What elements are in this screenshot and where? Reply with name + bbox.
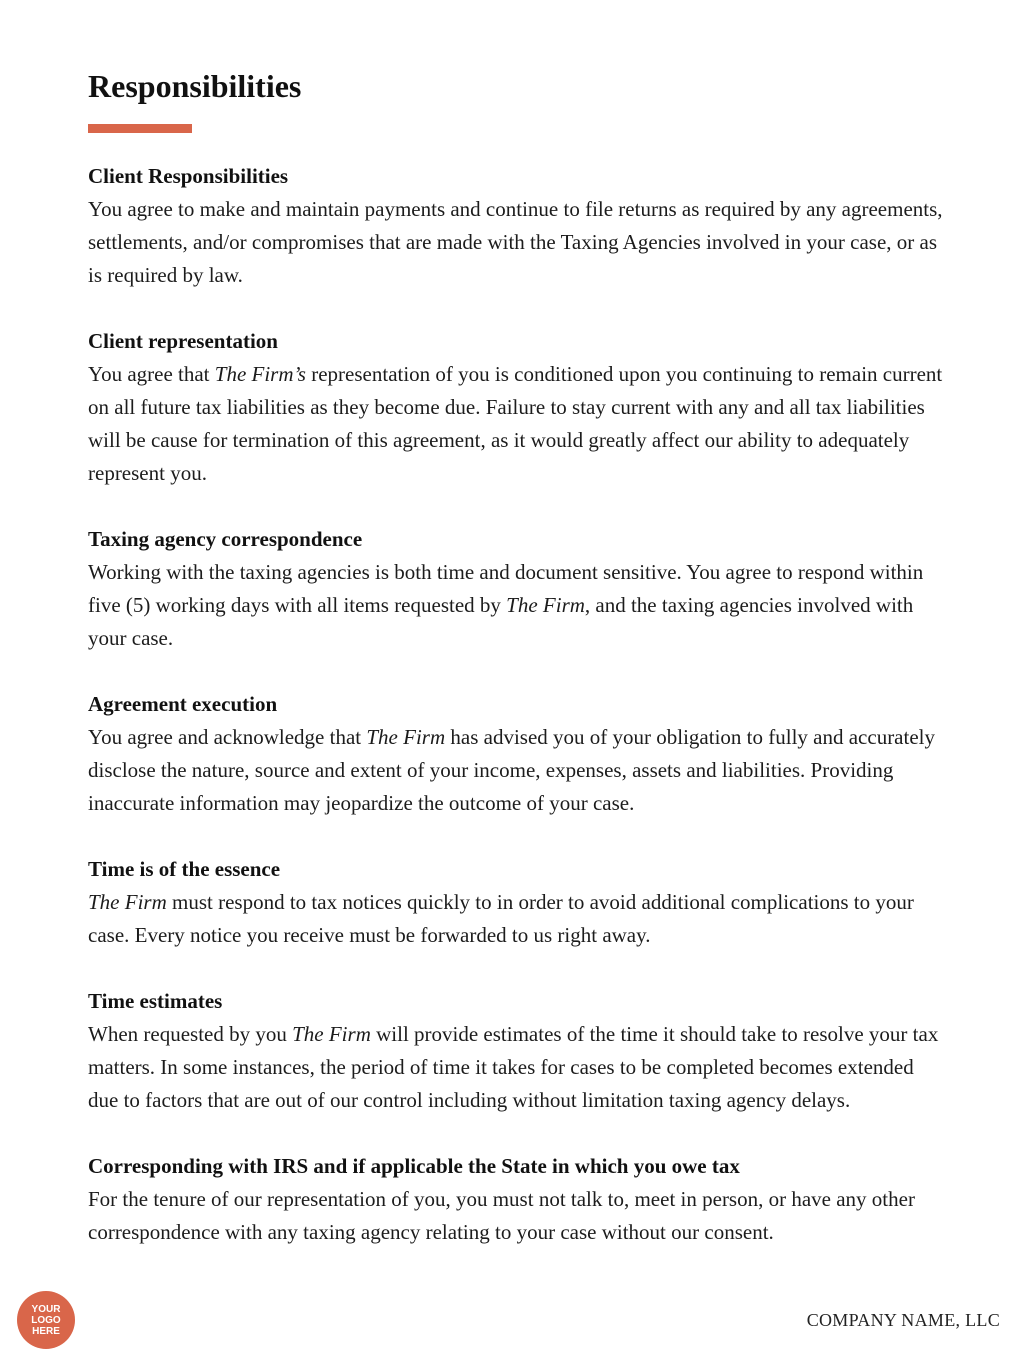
body-text: When requested by you xyxy=(88,1022,293,1046)
section xyxy=(88,853,948,952)
firm-name-italic: The Firm xyxy=(506,593,585,617)
section-heading: Time is of the essence xyxy=(88,857,281,881)
firm-name-italic: The Firm xyxy=(366,725,446,749)
section-body xyxy=(88,358,948,490)
section xyxy=(88,160,948,292)
firm-name-italic: The Firm xyxy=(292,1022,371,1046)
body-text: You agree and acknowledge that xyxy=(88,725,367,749)
section xyxy=(88,688,948,820)
section-heading: Time estimates xyxy=(88,989,223,1013)
company-name: COMPANY NAME, LLC xyxy=(806,1310,1000,1330)
body-text: You agree to make and maintain payments and continue to file returns as required by any agreements, settlements, and/or compromises that are made with the Taxing Agencies involved in your case, or as is required by law. xyxy=(88,197,943,287)
logo-placeholder-text: YOUR LOGO HERE xyxy=(31,1303,61,1337)
body-text: For the tenure of our representation of you, you must not talk to, meet in person, or have any other correspondence with any taxing agency relating to your case without our consent. xyxy=(88,1187,915,1244)
body-text: Working with the taxing agencies is both time and document sensitive. You agree to respond within five (5) working days with all items requested by xyxy=(88,560,924,617)
section xyxy=(88,523,948,655)
section xyxy=(88,325,948,490)
section xyxy=(88,1150,948,1249)
section-body xyxy=(88,1183,948,1249)
body-text: , and the taxing agencies involved with your case. xyxy=(88,593,914,650)
section-body xyxy=(88,556,948,655)
section-heading: Corresponding with IRS and if applicable the State in which you owe tax xyxy=(88,1154,740,1178)
firm-name-italic: The Firm xyxy=(88,890,167,914)
body-text: has advised you of your obligation to fully and accurately disclose the nature, source and extent of your income, expenses, assets and liabilities. Providing inaccurate information may jeopardize the outcome of your case. xyxy=(88,725,935,815)
section-body xyxy=(88,721,948,820)
body-text: must respond to tax notices quickly to in order to avoid additional complications to your case. Every notice you receive must be forwarded to us right away. xyxy=(88,890,914,947)
page-title: Responsibilities xyxy=(88,68,302,104)
section-heading: Taxing agency correspondence xyxy=(88,527,363,551)
section-body xyxy=(88,1018,948,1117)
title-accent-rule xyxy=(88,124,192,133)
body-text: representation of you is conditioned upon you continuing to remain current on all future tax liabilities as they become due. Failure to stay current with any and all tax liabilities will be cause for termination of this agreement, as it would greatly affect our ability to adequately represent you. xyxy=(88,362,943,485)
body-text: will provide estimates of the time it should take to resolve your tax matters. In some instances, the period of time it takes for cases to be completed becomes extended due to factors that are out of our control including without limitation taxing agency delays. xyxy=(88,1022,939,1112)
document-content xyxy=(88,160,948,1282)
section-body xyxy=(88,193,948,292)
firm-name-italic: The Firm’s xyxy=(214,362,306,386)
body-text: You agree that xyxy=(88,362,215,386)
company-logo xyxy=(17,1291,75,1349)
section xyxy=(88,985,948,1117)
section-heading: Client representation xyxy=(88,329,278,353)
section-heading: Client Responsibilities xyxy=(88,164,289,188)
section-heading: Agreement execution xyxy=(88,692,278,716)
section-body xyxy=(88,886,948,952)
